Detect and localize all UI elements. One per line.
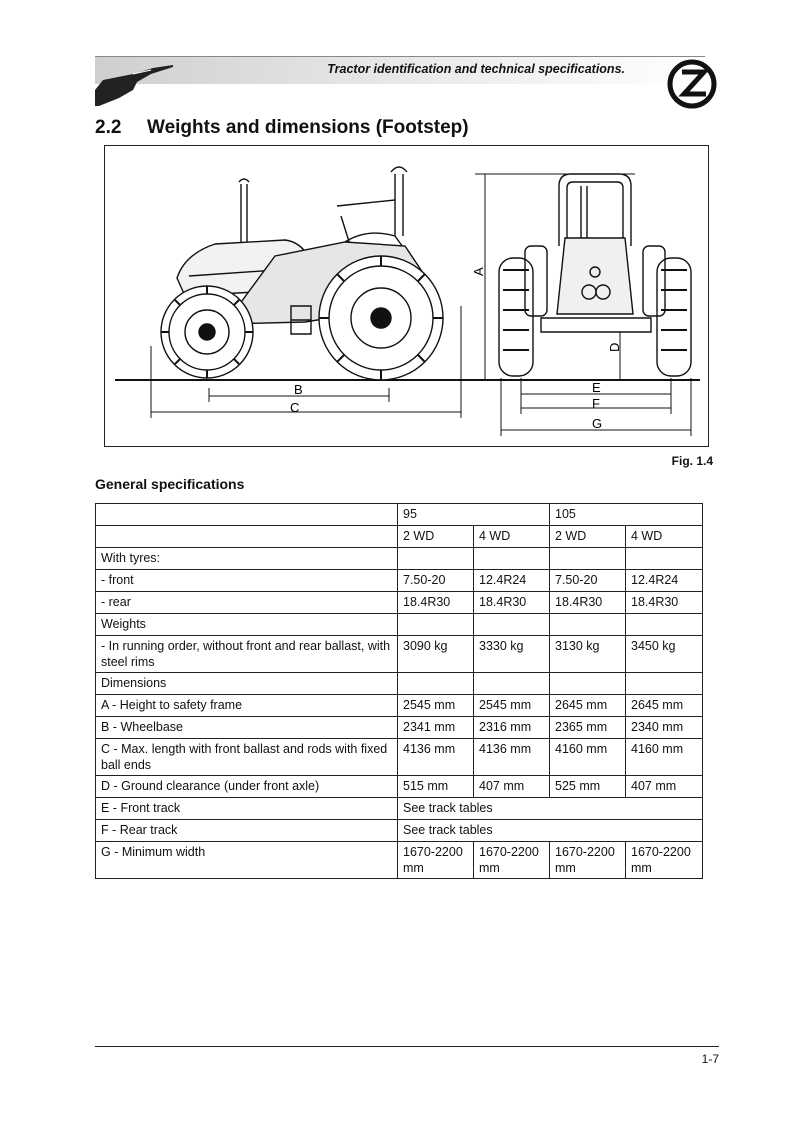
specs-subheading: General specifications (95, 476, 245, 492)
table-row (96, 504, 703, 526)
row-label: B - Wheelbase (96, 717, 398, 739)
row-label: - front (96, 570, 398, 592)
row-label: - rear (96, 592, 398, 614)
table-row (96, 673, 703, 695)
row-label: C - Max. length with front ballast and rods with fixed ball ends (96, 739, 398, 776)
table-row (96, 548, 703, 570)
header-title: Tractor identification and technical specifications. (327, 62, 625, 76)
section-number: 2.2 (95, 117, 122, 138)
table-cell (398, 548, 474, 570)
table-cell: 1670-2200 mm (626, 842, 703, 879)
table-row (96, 739, 703, 776)
table-cell (626, 548, 703, 570)
table-cell (474, 548, 550, 570)
table-cell: 3450 kg (626, 636, 703, 673)
tractor-drawing (105, 146, 708, 446)
row-label: D - Ground clearance (under front axle) (96, 776, 398, 798)
row-label: F - Rear track (96, 820, 398, 842)
table-cell (96, 504, 398, 526)
table-cell: 4136 mm (398, 739, 474, 776)
table-cell (550, 614, 626, 636)
section-heading: Weights and dimensions (Footstep) (147, 117, 469, 138)
span-cell: See track tables (398, 820, 703, 842)
row-label: Weights (96, 614, 398, 636)
model-header: 105 (550, 504, 703, 526)
table-cell: 3090 kg (398, 636, 474, 673)
row-label: A - Height to safety frame (96, 695, 398, 717)
table-cell: 1670-2200 mm (550, 842, 626, 879)
table-cell (474, 673, 550, 695)
drive-header: 4 WD (626, 526, 703, 548)
table-cell: 7.50-20 (398, 570, 474, 592)
table-cell: 2365 mm (550, 717, 626, 739)
table-cell: 2340 mm (626, 717, 703, 739)
table-row (96, 717, 703, 739)
table-cell: 4136 mm (474, 739, 550, 776)
table-cell (96, 526, 398, 548)
table-cell (626, 673, 703, 695)
table-cell: 2341 mm (398, 717, 474, 739)
table-cell: 18.4R30 (626, 592, 703, 614)
table-cell (550, 673, 626, 695)
table-cell (398, 614, 474, 636)
table-cell: 12.4R24 (474, 570, 550, 592)
footer-rule (95, 1046, 719, 1047)
table-row (96, 695, 703, 717)
row-label: - In running order, without front and rear ballast, with steel rims (96, 636, 398, 673)
table-cell: 2545 mm (474, 695, 550, 717)
table-cell: 12.4R24 (626, 570, 703, 592)
table-cell: 407 mm (474, 776, 550, 798)
table-row (96, 798, 703, 820)
table-cell (626, 614, 703, 636)
label-f: F (592, 396, 600, 411)
label-e: E (592, 380, 601, 395)
table-cell: 2316 mm (474, 717, 550, 739)
page-number: 1-7 (701, 1052, 719, 1066)
drive-header: 4 WD (474, 526, 550, 548)
table-cell (550, 548, 626, 570)
figure-caption: Fig. 1.4 (671, 454, 713, 468)
table-cell: 3130 kg (550, 636, 626, 673)
table-cell: 2645 mm (626, 695, 703, 717)
section-title (95, 117, 469, 139)
table-cell: 3330 kg (474, 636, 550, 673)
row-label: With tyres: (96, 548, 398, 570)
table-cell: 1670-2200 mm (474, 842, 550, 879)
model-header: 95 (398, 504, 550, 526)
row-label: Dimensions (96, 673, 398, 695)
table-row (96, 820, 703, 842)
table-cell: 4160 mm (626, 739, 703, 776)
table-row (96, 570, 703, 592)
specs-table (95, 503, 703, 879)
table-row (96, 636, 703, 673)
table-cell (398, 673, 474, 695)
table-cell: 2545 mm (398, 695, 474, 717)
label-g: G (592, 416, 603, 431)
table-cell: 515 mm (398, 776, 474, 798)
tractor-side-view (161, 167, 443, 380)
row-label: E - Front track (96, 798, 398, 820)
row-label: G - Minimum width (96, 842, 398, 879)
table-cell: 18.4R30 (550, 592, 626, 614)
tractor-dimension-figure (104, 145, 709, 447)
label-b: B (294, 382, 303, 397)
brand-logo-icon (666, 58, 718, 110)
label-a: A (471, 267, 486, 276)
table-row (96, 526, 703, 548)
table-cell: 18.4R30 (474, 592, 550, 614)
table-cell: 525 mm (550, 776, 626, 798)
table-cell: 4160 mm (550, 739, 626, 776)
table-cell: 1670-2200 mm (398, 842, 474, 879)
span-cell: See track tables (398, 798, 703, 820)
tractor-front-view (499, 174, 691, 376)
table-row (96, 592, 703, 614)
label-d: D (607, 342, 622, 352)
table-cell: 2645 mm (550, 695, 626, 717)
label-c: C (290, 400, 300, 415)
drive-header: 2 WD (398, 526, 474, 548)
table-cell (474, 614, 550, 636)
table-cell: 18.4R30 (398, 592, 474, 614)
table-row (96, 776, 703, 798)
table-cell: 7.50-20 (550, 570, 626, 592)
drive-header: 2 WD (550, 526, 626, 548)
table-cell: 407 mm (626, 776, 703, 798)
table-row (96, 842, 703, 879)
table-row (96, 614, 703, 636)
